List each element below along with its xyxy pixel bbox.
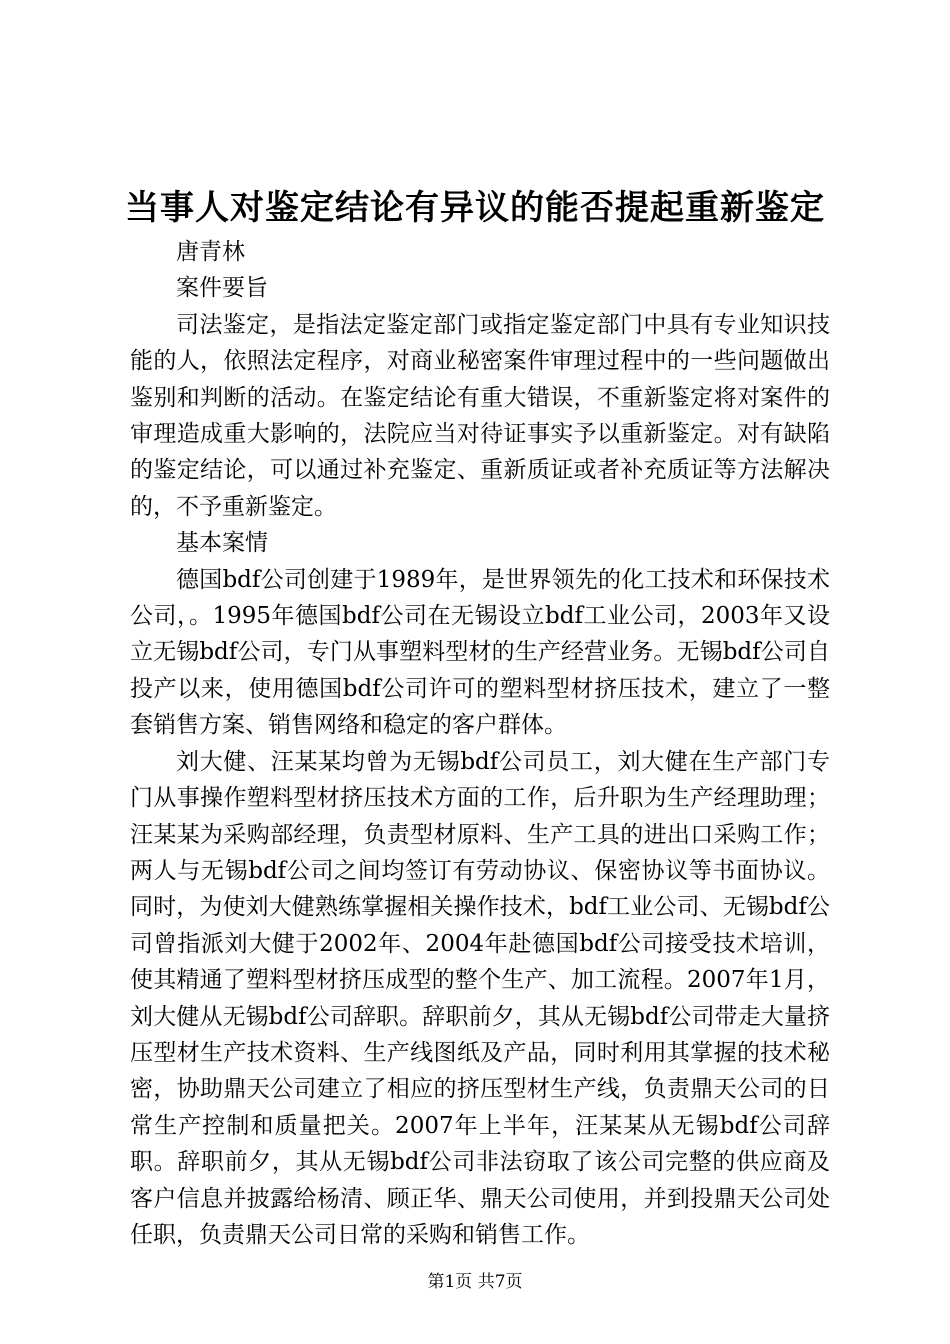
page-footer: 第1页 共7页: [427, 1272, 523, 1292]
facts-paragraph-2: 刘大健、汪某某均曾为无锡bdf公司员工，刘大健在生产部门专门从事操作塑料型材挤压技术方面的工作，后升职为生产经理助理；汪某某为采购部经理，负责型材原料、生产工具的进出口采购工作；两人与无锡bdf公司之间均签订有劳动协议、保密协议等书面协议。同时，为使刘大健熟练掌握相关操作技术，bdf工业公司、无锡bdf公司曾指派刘大健于2002年、2004年赴德国bdf公司接受技术培训，使其精通了塑料型材挤压成型的整个生产、加工流程。2007年1月，刘大健从无锡bdf公司辞职。辞职前夕，其从无锡bdf公司带走大量挤压型材生产技术资料、生产线图纸及产品，同时利用其掌握的技术秘密，协助鼎天公司建立了相应的挤压型材生产线，负责鼎天公司的日常生产控制和质量把关。2007年上半年，汪某某从无锡bdf公司辞职。辞职前夕，其从无锡bdf公司非法窃取了该公司完整的供应商及客户信息并披露给杨清、顾正华、鼎天公司使用，并到投鼎天公司处任职，负责鼎天公司日常的采购和销售工作。: [130, 748, 830, 1248]
author-name: 唐青林: [176, 239, 245, 265]
facts-paragraph-1: 德国bdf公司创建于1989年，是世界领先的化工技术和环保技术公司，。1995年德国bdf公司在无锡设立bdf工业公司，2003年又设立无锡bdf公司，专门从事塑料型材的生产经营业务。无锡bdf公司自投产以来，使用德国bdf公司许可的塑料型材挤压技术，建立了一整套销售方案、销售网络和稳定的客户群体。: [130, 566, 830, 739]
document-body: [130, 234, 830, 1253]
section-heading-summary: 案件要旨: [176, 275, 268, 302]
document-title: 当事人对鉴定结论有异议的能否提起重新鉴定: [125, 188, 825, 228]
summary-paragraph: 司法鉴定，是指法定鉴定部门或指定鉴定部门中具有专业知识技能的人，依照法定程序，对商业秘密案件审理过程中的一些问题做出鉴别和判断的活动。在鉴定结论有重大错误，不重新鉴定将对案件的审理造成重大影响的，法院应当对待证事实予以重新鉴定。对有缺陷的鉴定结论，可以通过补充鉴定、重新质证或者补充质证等方法解决的，不予重新鉴定。: [130, 311, 830, 520]
section-heading-facts: 基本案情: [176, 530, 268, 557]
